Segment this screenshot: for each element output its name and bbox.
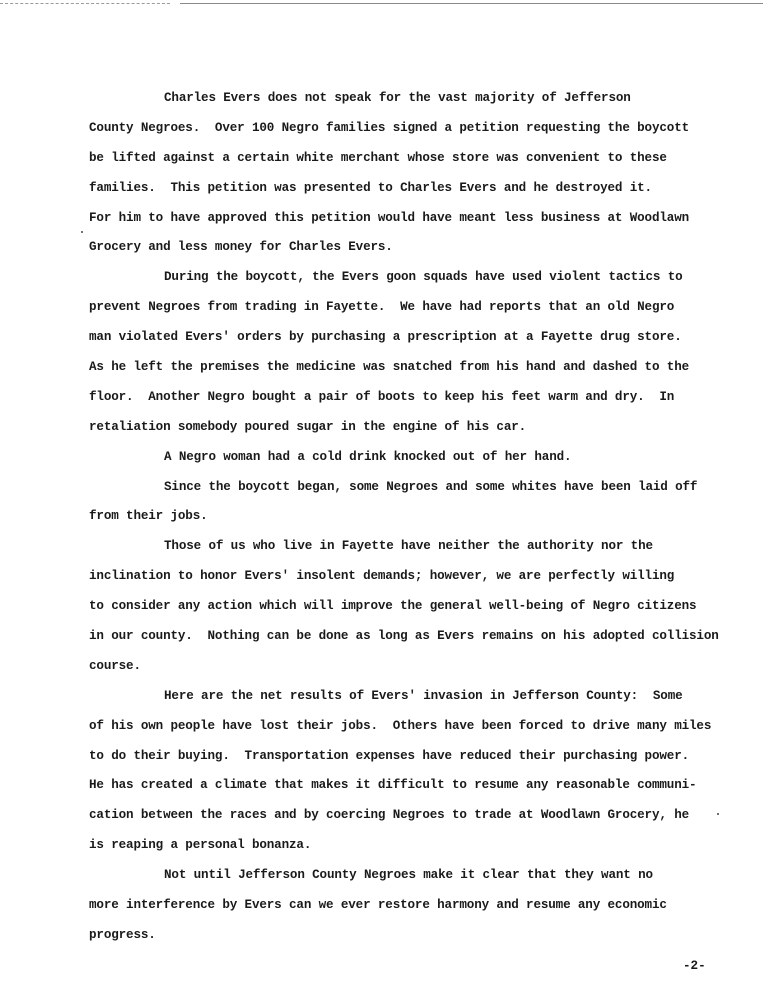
text-line: of his own people have lost their jobs. Others have been forced to drive many miles	[89, 718, 712, 733]
text-line: Not until Jefferson County Negroes make it clear that they want no	[164, 868, 653, 883]
text-line: prevent Negroes from trading in Fayette. We have had reports that an old Negro	[89, 300, 675, 315]
text-line: families. This petition was presented to Charles Evers and he destroyed it.	[89, 180, 652, 195]
top-edge-rule-right	[180, 3, 763, 5]
text-line: inclination to honor Evers' insolent demands; however, we are perfectly willing	[89, 569, 675, 584]
text-line: cation between the races and by coercing Negroes to trade at Woodlawn Grocery, he	[89, 808, 690, 823]
top-edge-rule-left	[0, 3, 170, 5]
text-line: He has created a climate that makes it difficult to resume any reasonable communi-	[89, 778, 697, 793]
text-line: During the boycott, the Evers goon squads have used violent tactics to	[164, 270, 683, 285]
text-line: be lifted against a certain white merchant whose store was convenient to these	[89, 150, 667, 165]
text-line: course.	[89, 658, 141, 673]
text-line: As he left the premises the medicine was snatched from his hand and dashed to the	[89, 360, 690, 375]
text-line: floor. Another Negro bought a pair of boots to keep his feet warm and dry. In	[89, 389, 675, 404]
text-line: A Negro woman had a cold drink knocked out of her hand.	[164, 449, 572, 464]
text-line: progress.	[89, 927, 156, 942]
text-line: more interference by Evers can we ever restore harmony and resume any economic	[89, 898, 667, 913]
text-line: in our county. Nothing can be done as long as Evers remains on his adopted collision	[89, 629, 719, 644]
text-line: Grocery and less money for Charles Evers.	[89, 240, 393, 255]
text-line: from their jobs.	[89, 509, 208, 524]
text-line: County Negroes. Over 100 Negro families signed a petition requesting the boycott	[89, 120, 690, 135]
page-number: -2-	[683, 959, 706, 973]
document-body	[89, 84, 739, 951]
text-line: to do their buying. Transportation expenses have reduced their purchasing power.	[89, 748, 690, 763]
text-line: Since the boycott began, some Negroes and some whites have been laid off	[164, 479, 698, 494]
text-line: is reaping a personal bonanza.	[89, 838, 312, 853]
scan-speck	[717, 813, 719, 815]
text-line: man violated Evers' orders by purchasing a prescription at a Fayette drug store.	[89, 330, 682, 345]
text-line: to consider any action which will improve the general well-being of Negro citizens	[89, 599, 697, 614]
scan-speck	[81, 231, 83, 233]
text-line: Here are the net results of Evers' invasion in Jefferson County: Some	[164, 688, 683, 703]
text-line: retaliation somebody poured sugar in the engine of his car.	[89, 419, 527, 434]
text-line: Those of us who live in Fayette have neither the authority nor the	[164, 539, 653, 554]
text-line: For him to have approved this petition would have meant less business at Woodlawn	[89, 210, 690, 225]
text-line: Charles Evers does not speak for the vast majority of Jefferson	[164, 91, 631, 105]
